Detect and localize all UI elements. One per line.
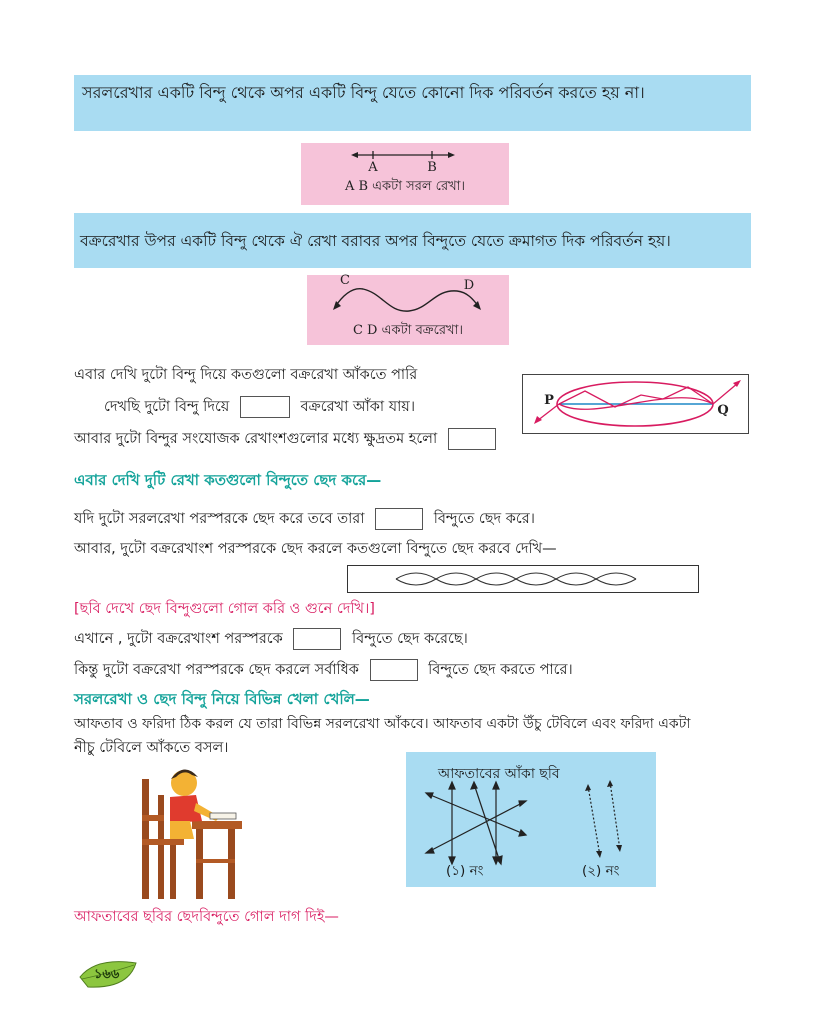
- definition-straight-line-box: [74, 75, 751, 131]
- curves-line-2: [104, 396, 415, 418]
- straight-intersect-line: [74, 508, 535, 530]
- point-b-label: B: [427, 160, 437, 175]
- curve-segments-text-start: এখানে , দুটো বক্ররেখাংশ পরস্পরকে: [74, 631, 283, 647]
- curve-count-answer-box[interactable]: [240, 396, 290, 418]
- curves-line-3-text: আবার দুটো বিন্দুর সংযোজক রেখাংশগুলোর মধ্যে ক্ষুদ্রতম হলো: [74, 431, 438, 447]
- definition-straight-line-text: সরলরেখার একটি বিন্দু থেকে অপর একটি বিন্দু যেতে কোনো দিক পরিবর্তন করতে হয় না।: [82, 83, 645, 102]
- straight-intersect-answer-box[interactable]: [375, 508, 423, 530]
- curve-segments-intersect-line: [74, 628, 468, 650]
- max-intersect-line: [74, 659, 573, 681]
- max-intersect-text-start: কিন্তু দুটো বক্ররেখা পরস্পরকে ছেদ করলে সর্বাধিক: [74, 662, 359, 678]
- definition-curved-line-text: বক্ররেখার উপর একটি বিন্দু থেকে ঐ রেখা বরাবর অপর বিন্দুতে যেতে ক্রমাগত দিক পরিবর্তন হয়।: [80, 232, 671, 250]
- curve-segments-text-end: বিন্দুতে ছেদ করেছে।: [352, 631, 468, 647]
- circle-instruction: [ছবি দেখে ছেদ বিন্দুগুলো গোল করি ও গুনে দেখি।]: [74, 601, 375, 617]
- point-p-label: P: [544, 393, 554, 408]
- page-number-leaf: [76, 955, 142, 995]
- closing-instruction: আফতাবের ছবির ছেদবিন্দুতে গোল দাগ দিই—: [74, 909, 339, 925]
- aftab-drawing-title: আফতাবের আঁকা ছবি: [438, 766, 560, 782]
- definition-curved-line-box: [74, 213, 751, 268]
- aftab-figure-1-label: (১) নং: [446, 863, 484, 879]
- child-at-desk-illustration: [140, 755, 250, 905]
- curve-intersect-line: আবার, দুটো বক্ররেখাংশ পরস্পরকে ছেদ করলে কতগুলো বিন্দুতে ছেদ করবে দেখি—: [74, 541, 557, 557]
- figure-pq-box: [522, 374, 749, 434]
- game-paragraph-line-1: আফতাব ও ফরিদা ঠিক করল যে তারা বিভিন্ন সরলরেখা আঁকবে। আফতাব একটা উঁচু টেবিলে এবং ফরিদা একটা: [74, 716, 691, 732]
- curves-line-3: [74, 428, 496, 450]
- point-d-label: D: [463, 278, 475, 293]
- intertwined-curves-drawing: [348, 566, 698, 592]
- point-a-label: A: [368, 160, 378, 175]
- straight-intersect-text-end: বিন্দুতে ছেদ করে।: [433, 511, 535, 527]
- game-heading: সরলরেখা ও ছেদ বিন্দু নিয়ে বিভিন্ন খেলা খেলি—: [74, 690, 370, 708]
- intersection-heading: এবার দেখি দুটি রেখা কতগুলো বিন্দুতে ছেদ করে—: [74, 471, 382, 489]
- shortest-segment-answer-box[interactable]: [448, 428, 496, 450]
- point-c-label: C: [340, 273, 350, 288]
- figure-ab-box: [301, 143, 509, 205]
- straight-intersect-text-start: যদি দুটো সরলরেখা পরস্পরকে ছেদ করে তবে তারা: [74, 511, 365, 527]
- game-paragraph-line-2: নীচু টেবিলে আঁকতে বসল।: [74, 740, 229, 756]
- figure-ab-caption: A B একটা সরল রেখা।: [344, 179, 466, 194]
- figure-cd-caption: C D একটা বক্ররেখা।: [352, 323, 464, 338]
- intertwined-curves-figure: [347, 565, 699, 593]
- curve-segments-answer-box[interactable]: [293, 628, 341, 650]
- page-number: ১৬৬: [94, 967, 120, 982]
- figure-cd-box: [307, 275, 509, 345]
- max-intersect-text-end: বিন্দুতে ছেদ করতে পারে।: [428, 662, 573, 678]
- curves-line-2-end: বক্ররেখা আঁকা যায়।: [300, 399, 416, 415]
- aftab-drawing-box: [406, 752, 656, 887]
- curves-line-1: এবার দেখি দুটো বিন্দু দিয়ে কতগুলো বক্ররেখা আঁকতে পারি: [74, 367, 418, 383]
- curves-line-2-start: দেখছি দুটো বিন্দু দিয়ে: [104, 399, 230, 415]
- max-intersect-answer-box[interactable]: [370, 659, 418, 681]
- point-q-label: Q: [717, 403, 729, 418]
- aftab-figure-2-label: (২) নং: [582, 863, 620, 879]
